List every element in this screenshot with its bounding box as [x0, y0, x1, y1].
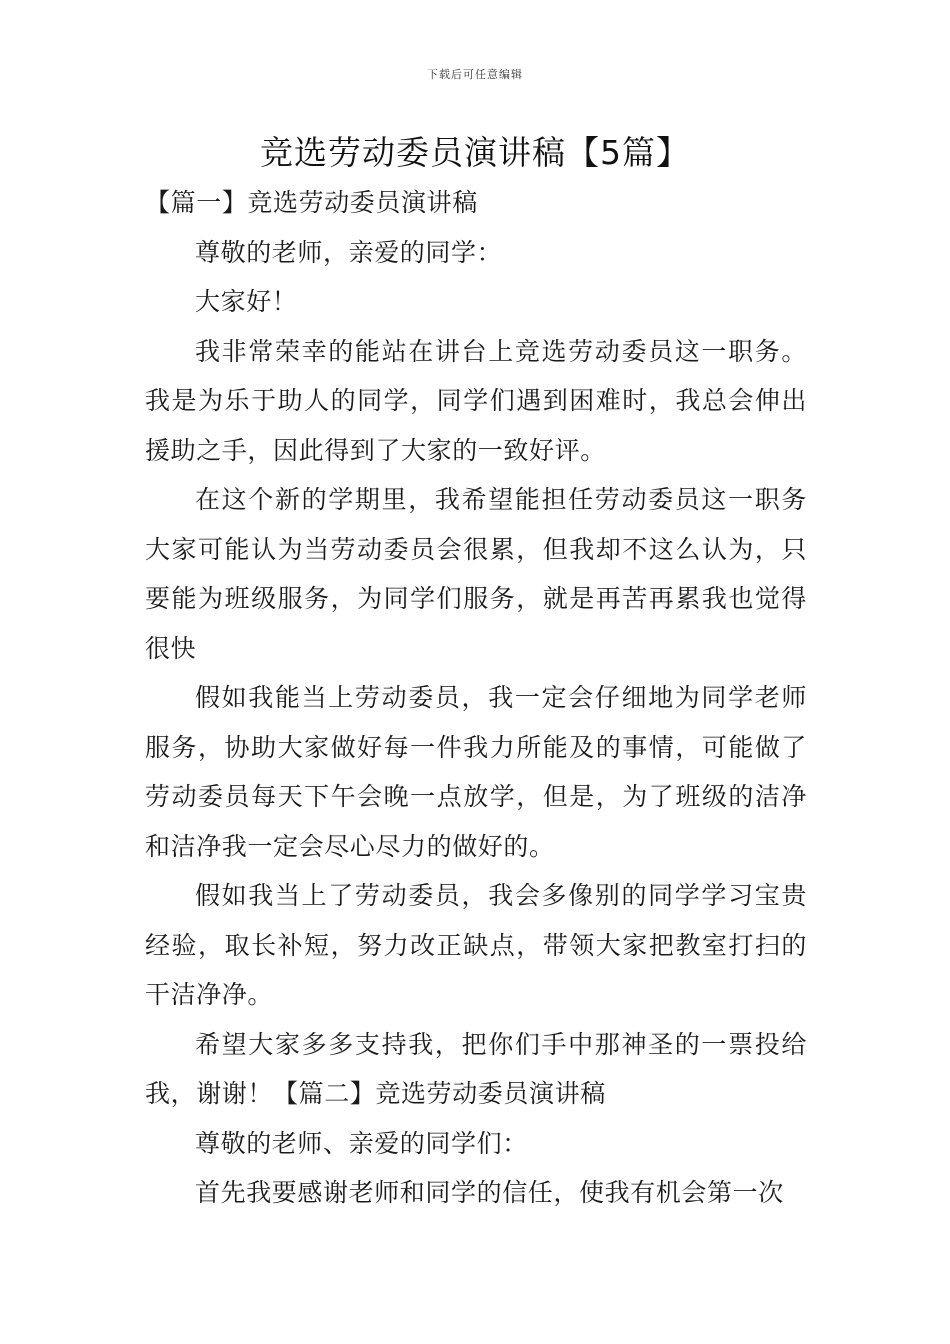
salutation: 尊敬的老师、亲爱的同学们：: [195, 1128, 528, 1158]
document-title: 竞选劳动委员演讲稿【5篇】: [260, 133, 690, 172]
salutation: 尊敬的老师，亲爱的同学：: [195, 237, 503, 267]
paragraph: 首先我要感谢老师和同学的信任，使我有机会第一次: [195, 1178, 784, 1207]
paragraph: 在这个新的学期里，我希望能担任劳动委员这一职务大家可能认为当劳动委员会很累，但我却不这么认为，只要能为班级服务，为同学们服务，就是再苦再累我也觉得很快: [145, 485, 807, 663]
paragraph: 我非常荣幸的能站在讲台上竞选劳动委员这一职务。我是为乐于助人的同学，同学们遇到困难时，我总会伸出援助之手，因此得到了大家的一致好评。: [145, 336, 807, 465]
paragraph: 假如我当上了劳动委员，我会多像别的同学学习宝贵经验，取长补短，努力改正缺点，带领大家把教室打扫的干洁净净。: [145, 881, 807, 1009]
document-body: [145, 178, 807, 1218]
header-note: 下载后可任意编辑: [427, 68, 523, 81]
greeting: 大家好！: [195, 287, 298, 316]
paragraph: 假如我能当上劳动委员，我一定会仔细地为同学老师服务，协助大家做好每一件我力所能及的事情，可能做了劳动委员每天下午会晚一点放学，但是，为了班级的洁净和洁净我一定会尽心尽力的做好的。: [145, 683, 807, 861]
section-heading: 【篇一】竞选劳动委员演讲稿: [145, 188, 478, 217]
paragraph: 希望大家多多支持我，把你们手中那神圣的一票投给我，谢谢！【篇二】竞选劳动委员演讲稿: [145, 1029, 807, 1108]
